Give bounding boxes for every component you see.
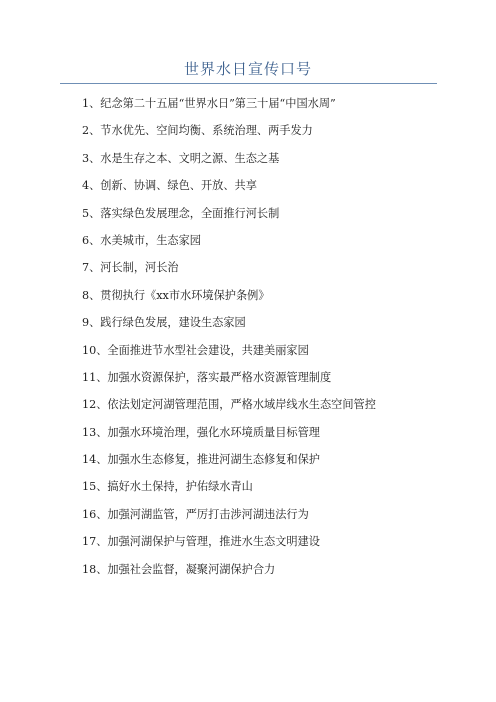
slogan-item: 8、贯彻执行《xx市水环境保护条例》 bbox=[82, 288, 270, 302]
slogan-item: 13、加强水环境治理，强化水环境质量目标管理 bbox=[82, 425, 320, 439]
document-title: 世界水日宣传口号 bbox=[183, 60, 312, 78]
slogan-item: 15、搞好水土保持，护佑绿水青山 bbox=[82, 480, 253, 494]
slogan-item: 9、践行绿色发展，建设生态家园 bbox=[82, 316, 246, 330]
slogan-item: 1、纪念第二十五届“世界水日”第三十届“中国水周” bbox=[82, 97, 336, 110]
slogan-item: 11、加强水资源保护，落实最严格水资源管理制度 bbox=[82, 370, 332, 384]
title-divider bbox=[60, 83, 437, 84]
slogan-item: 18、加强社会监督，凝聚河湖保护合力 bbox=[82, 562, 276, 576]
slogan-list bbox=[82, 94, 376, 587]
slogan-item: 4、创新、协调、绿色、开放、共享 bbox=[82, 179, 257, 193]
slogan-item: 7、河长制，河长治 bbox=[82, 261, 179, 275]
slogan-item: 16、加强河湖监管，严厉打击涉河湖违法行为 bbox=[82, 507, 309, 521]
slogan-item: 6、水美城市，生态家园 bbox=[82, 233, 201, 247]
slogan-item: 2、节水优先、空间均衡、系统治理、两手发力 bbox=[82, 124, 313, 138]
slogan-item: 3、水是生存之本、文明之源、生态之基 bbox=[82, 151, 280, 165]
slogan-item: 12、依法划定河湖管理范围，严格水域岸线水生态空间管控 bbox=[82, 398, 376, 412]
slogan-item: 14、加强水生态修复，推进河湖生态修复和保护 bbox=[82, 453, 320, 467]
slogan-item: 5、落实绿色发展理念，全面推行河长制 bbox=[82, 206, 280, 220]
slogan-item: 10、全面推进节水型社会建设，共建美丽家园 bbox=[82, 343, 309, 357]
slogan-item: 17、加强河湖保护与管理，推进水生态文明建设 bbox=[82, 535, 320, 549]
